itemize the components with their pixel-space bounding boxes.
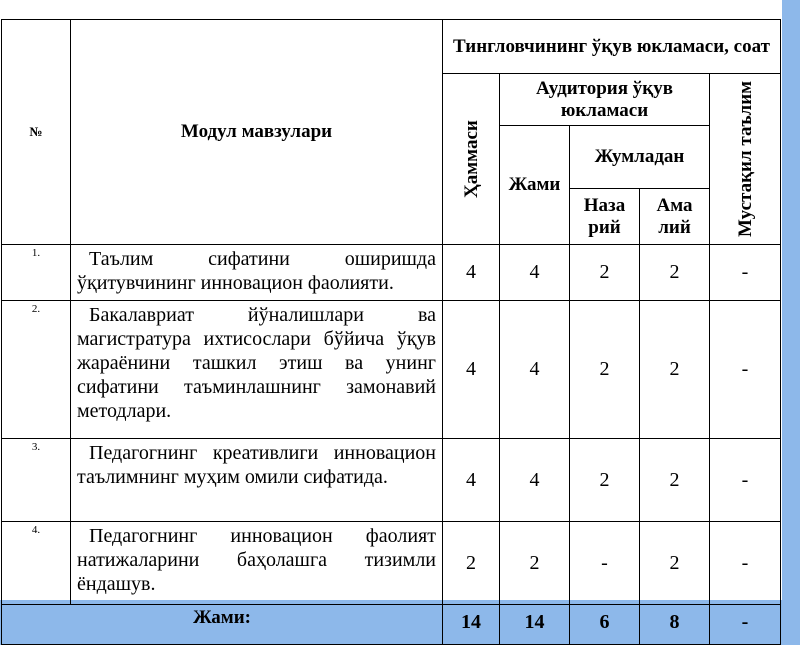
table-row [2,301,781,439]
totals-row [2,605,781,645]
table-row [2,522,781,605]
totals-practical: 8 [640,605,710,645]
header-total-cell [443,74,500,245]
totals-total: 14 [443,605,500,645]
header-sum: Жами [500,126,570,245]
row-number: 2. [2,301,71,439]
row-theoretical: 2 [570,245,640,301]
row-independent: - [710,245,781,301]
header-independent: Мустақил таълим [734,80,756,238]
header-auditorium: Аудитория ўқув юкламаси [500,74,710,126]
row-topic: Педагогнинг креативлиги инновацион таълимнинг муҳим омили сифатида. [71,439,443,522]
row-theoretical: - [570,522,640,605]
row-topic: Таълим сифатини оширишда ўқитувчининг инновацион фаолияти. [71,245,443,301]
row-theoretical: 2 [570,439,640,522]
row-sum: 4 [500,245,570,301]
header-practical: Ама лий [640,189,710,245]
header-load-total: Тингловчининг ўқув юкламаси, соат [443,20,781,74]
table-row [2,245,781,301]
totals-sum: 14 [500,605,570,645]
row-independent: - [710,439,781,522]
row-sum: 2 [500,522,570,605]
totals-independent: - [710,605,781,645]
row-practical: 2 [640,522,710,605]
row-total: 4 [443,245,500,301]
row-theoretical: 2 [570,301,640,439]
row-sum: 4 [500,439,570,522]
row-practical: 2 [640,439,710,522]
row-independent: - [710,301,781,439]
row-total: 4 [443,439,500,522]
header-independent-cell [710,74,781,245]
row-practical: 2 [640,245,710,301]
curriculum-table [1,19,781,645]
row-independent: - [710,522,781,605]
row-number: 4. [2,522,71,605]
row-topic: Педагогнинг инновацион фаолият натижаларини баҳолашга тизимли ёндашув. [71,522,443,605]
header-row-1 [2,20,781,74]
header-total: Ҳаммаси [460,120,482,198]
totals-label: Жами: [2,605,443,645]
totals-theoretical: 6 [570,605,640,645]
header-topics: Модул мавзулари [71,20,443,245]
row-number: 1. [2,245,71,301]
row-number: 3. [2,439,71,522]
row-total: 2 [443,522,500,605]
row-sum: 4 [500,301,570,439]
row-topic: Бакалавриат йўналишлари ва магистратура ихтисослари бўйича ўқув жараёнини ташкил этиш ва унинг сифатини таъминлашнинг замонавий методлари. [71,301,443,439]
header-theoretical: Наза рий [570,189,640,245]
header-including: Жумладан [570,126,710,189]
header-number: № [2,20,71,245]
table-row [2,439,781,522]
row-total: 4 [443,301,500,439]
row-practical: 2 [640,301,710,439]
